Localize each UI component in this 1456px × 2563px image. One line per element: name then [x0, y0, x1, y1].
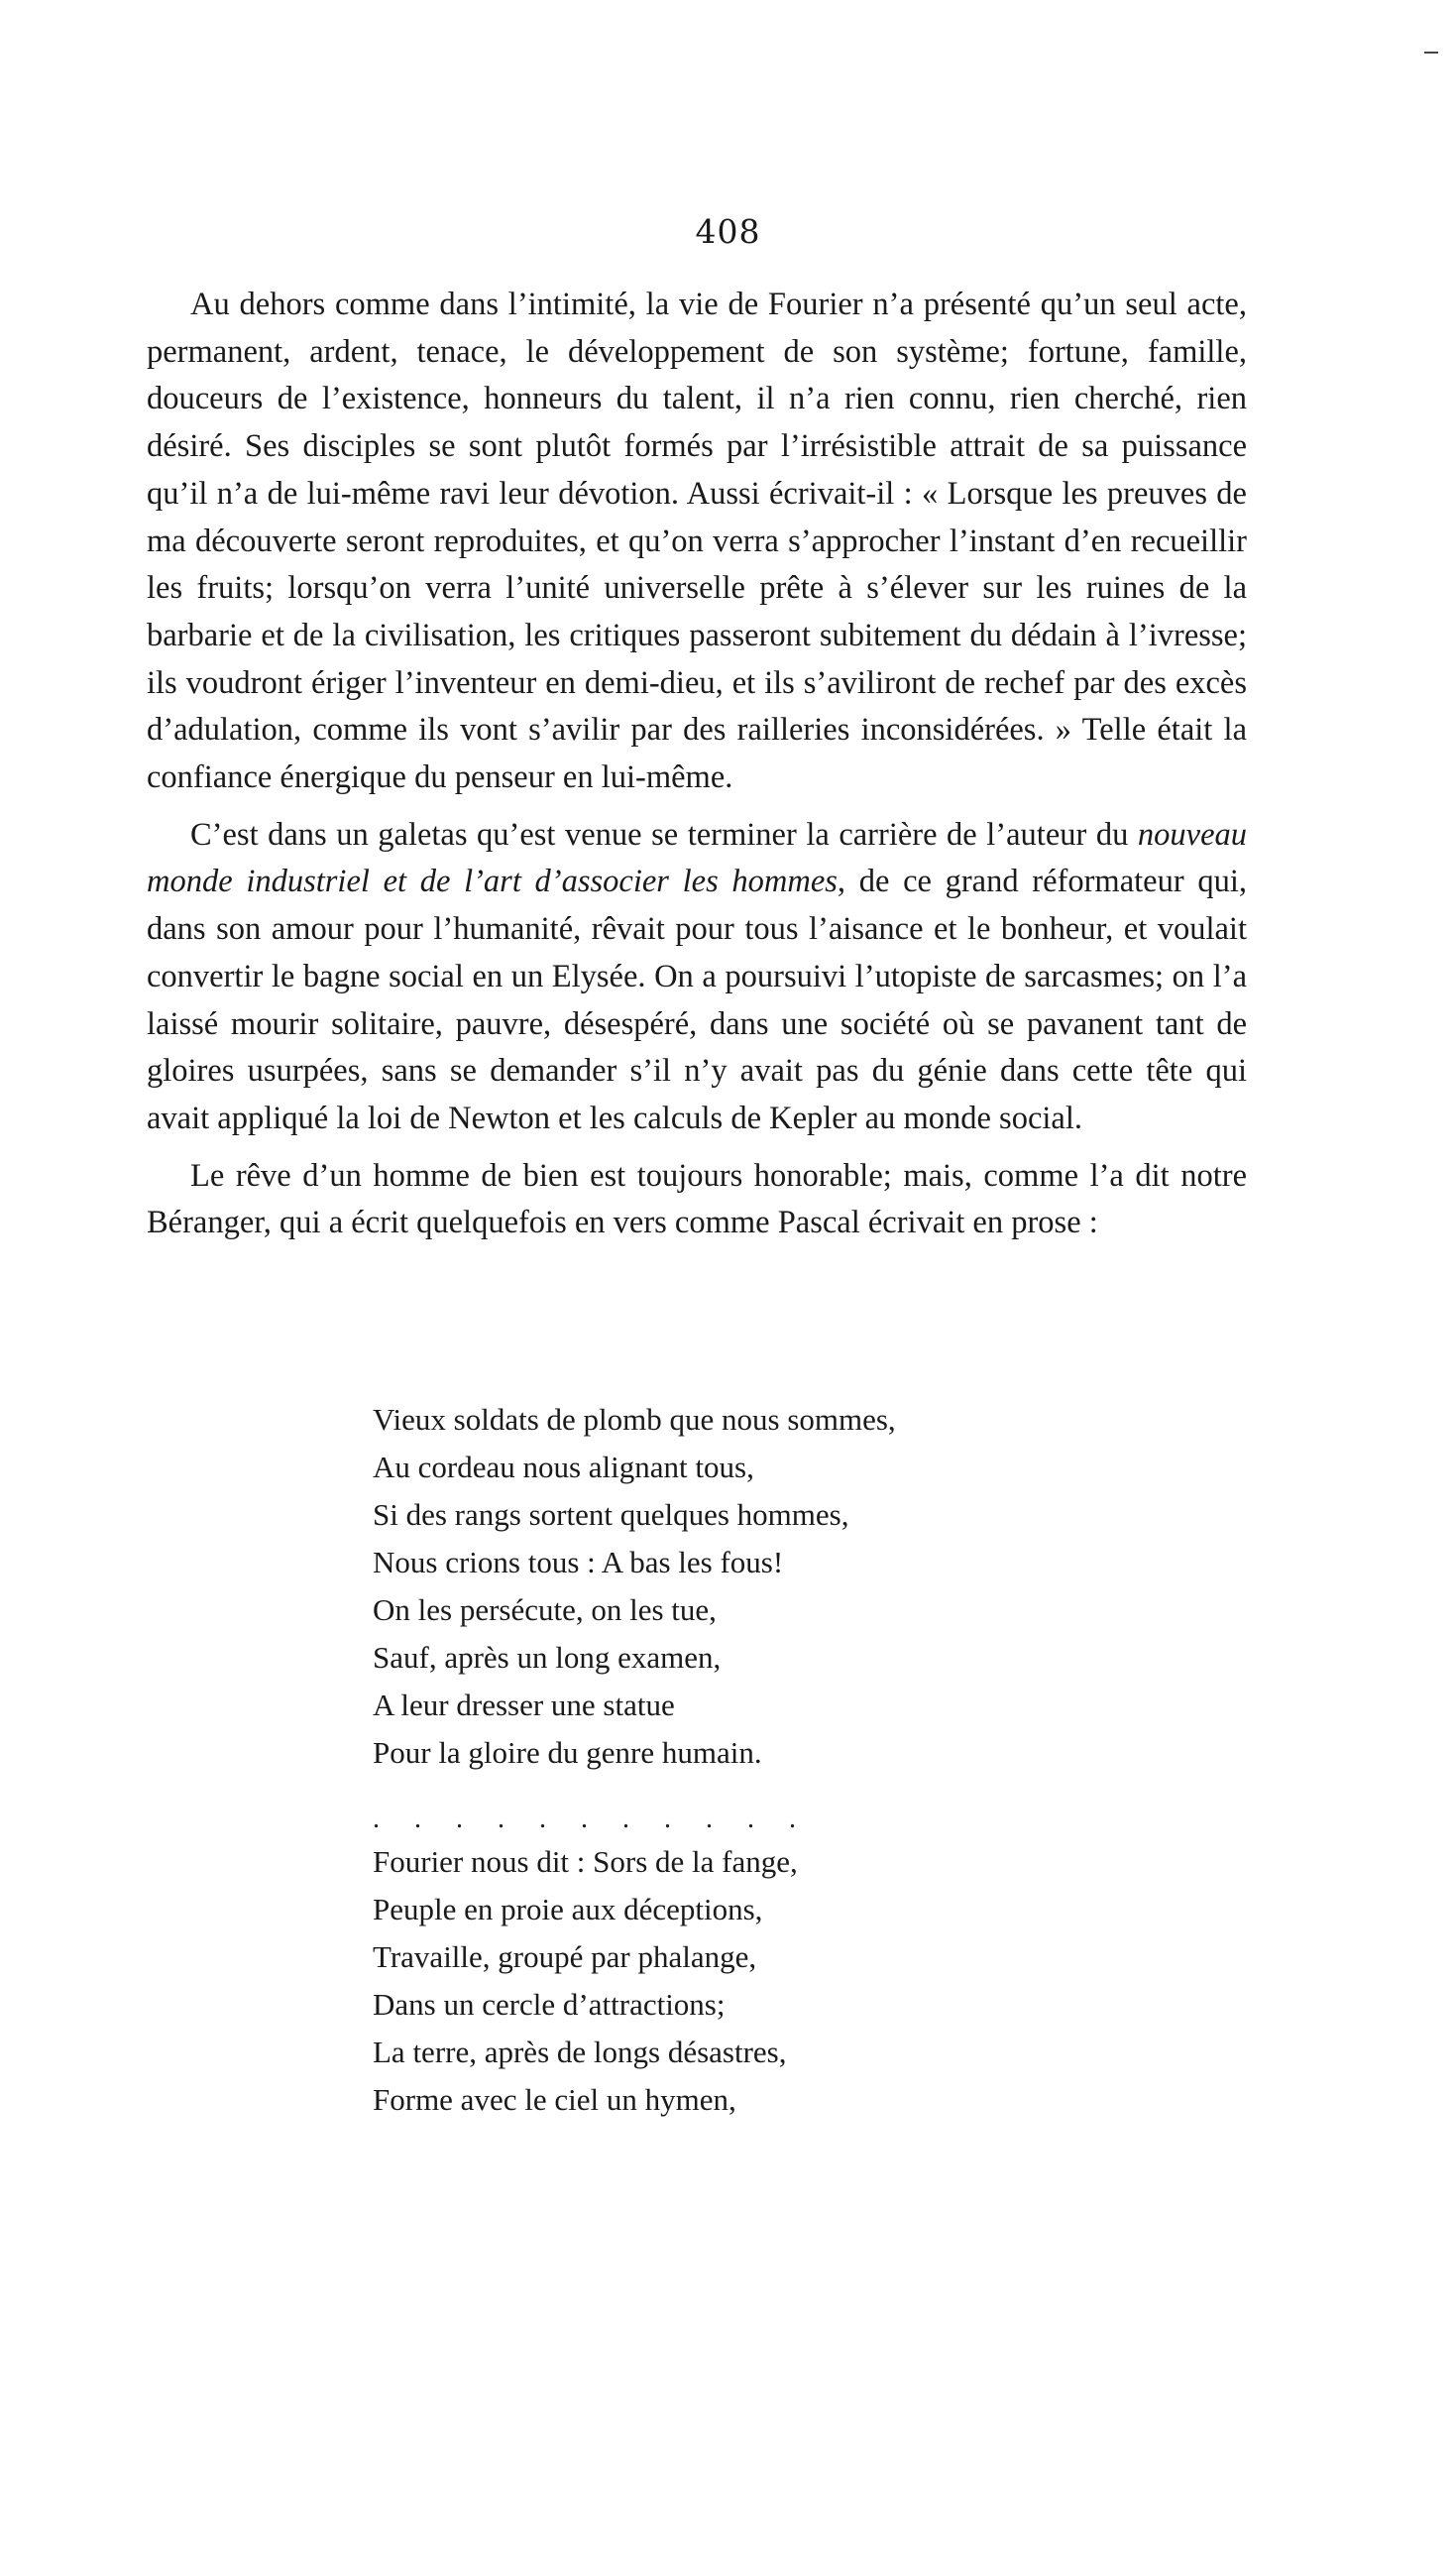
poem-stanza-1: [373, 1396, 896, 1777]
poem-line: La terre, après de longs désastres,: [373, 2035, 787, 2069]
poem-stanza-2: [373, 1838, 896, 2124]
edge-mark: [1424, 52, 1438, 54]
paragraph-text: Le rêve d’un homme de bien est toujours honorable; mais, comme l’a dit notre Béranger, qui a écrit quelquefois en vers comme Pascal écrivait en prose :: [147, 1157, 1247, 1241]
poem-line: A leur dresser une statue: [373, 1688, 675, 1722]
paragraph-3: [147, 1153, 1247, 1247]
prose-body: [147, 282, 1247, 1247]
paragraph-2: [147, 812, 1247, 1143]
paragraph-text: , de ce grand réformateur qui, dans son amour pour l’humanité, rêvait pour tous l’aisance et le bonheur, et voulait convertir le bagne social en un Elysée. On a poursuivi l’utopiste de sarcasmes; on l’a laissé mourir solitaire, pauvre, désespéré, dans une société où se pavanent tant de gloires usurpées, sans se demander s’il n’y avait pas du génie dans cette tête qui avait appliqué la loi de Newton et les calculs de Kepler au monde social.: [147, 864, 1247, 1136]
poem-line: Au cordeau nous alignant tous,: [373, 1450, 754, 1484]
poem-line: Fourier nous dit : Sors de la fange,: [373, 1844, 798, 1879]
poem-line: Forme avec le ciel un hymen,: [373, 2082, 736, 2117]
page-number: 408: [695, 212, 761, 251]
poem-line: Pour la gloire du genre humain.: [373, 1735, 762, 1770]
poem-line: Vieux soldats de plomb que nous sommes,: [373, 1402, 896, 1437]
poem-line: Peuple en proie aux déceptions,: [373, 1892, 763, 1926]
poem-line: On les persécute, on les tue,: [373, 1592, 717, 1627]
paragraph-text: Au dehors comme dans l’intimité, la vie de Fourier n’a présenté qu’un seul acte, permanent, ardent, tenace, le développement de son système; fortune, famille, douceurs de l’existence, honneurs du talent, il n’a rien connu, rien cherché, rien désiré. Ses disciples se sont plutôt formés par l’irrésistible attrait de sa puissance qu’il n’a de lui-même ravi leur dévotion. Aussi écrivait-il : « Lorsque les preuves de ma découverte seront reproduites, et qu’on verra s’approcher l’instant d’en recueillir les fruits; lorsqu’on verra l’unité universelle prête à s’élever sur les ruines de la barbarie et de la civilisation, les critiques passeront subitement du dédain à l’ivresse; ils voudront ériger l’inventeur en demi-dieu, et ils s’aviliront de rechef par des excès d’adulation, comme ils vont s’avilir par des railleries inconsidérées. » Telle était la confiance énergique du penseur en lui-même.: [147, 287, 1247, 796]
poem-line: Nous crions tous : A bas les fous!: [373, 1545, 784, 1579]
poem-line: Travaille, groupé par phalange,: [373, 1939, 757, 1974]
poem-line: Dans un cercle d’attractions;: [373, 1987, 726, 2022]
paragraph-text: C’est dans un galetas qu’est venue se terminer la carrière de l’auteur du: [190, 816, 1138, 853]
poem-quotation: [373, 1396, 896, 2124]
book-title-italic: nouveau monde industriel et de l’art d’associer les hommes: [147, 816, 1247, 900]
poem-line: Si des rangs sortent quelques hommes,: [373, 1497, 849, 1532]
paragraph-1: [147, 282, 1247, 802]
poem-line: Sauf, après un long examen,: [373, 1640, 722, 1675]
poem-ellipsis: . . . . . . . . . . .: [373, 1804, 810, 1834]
